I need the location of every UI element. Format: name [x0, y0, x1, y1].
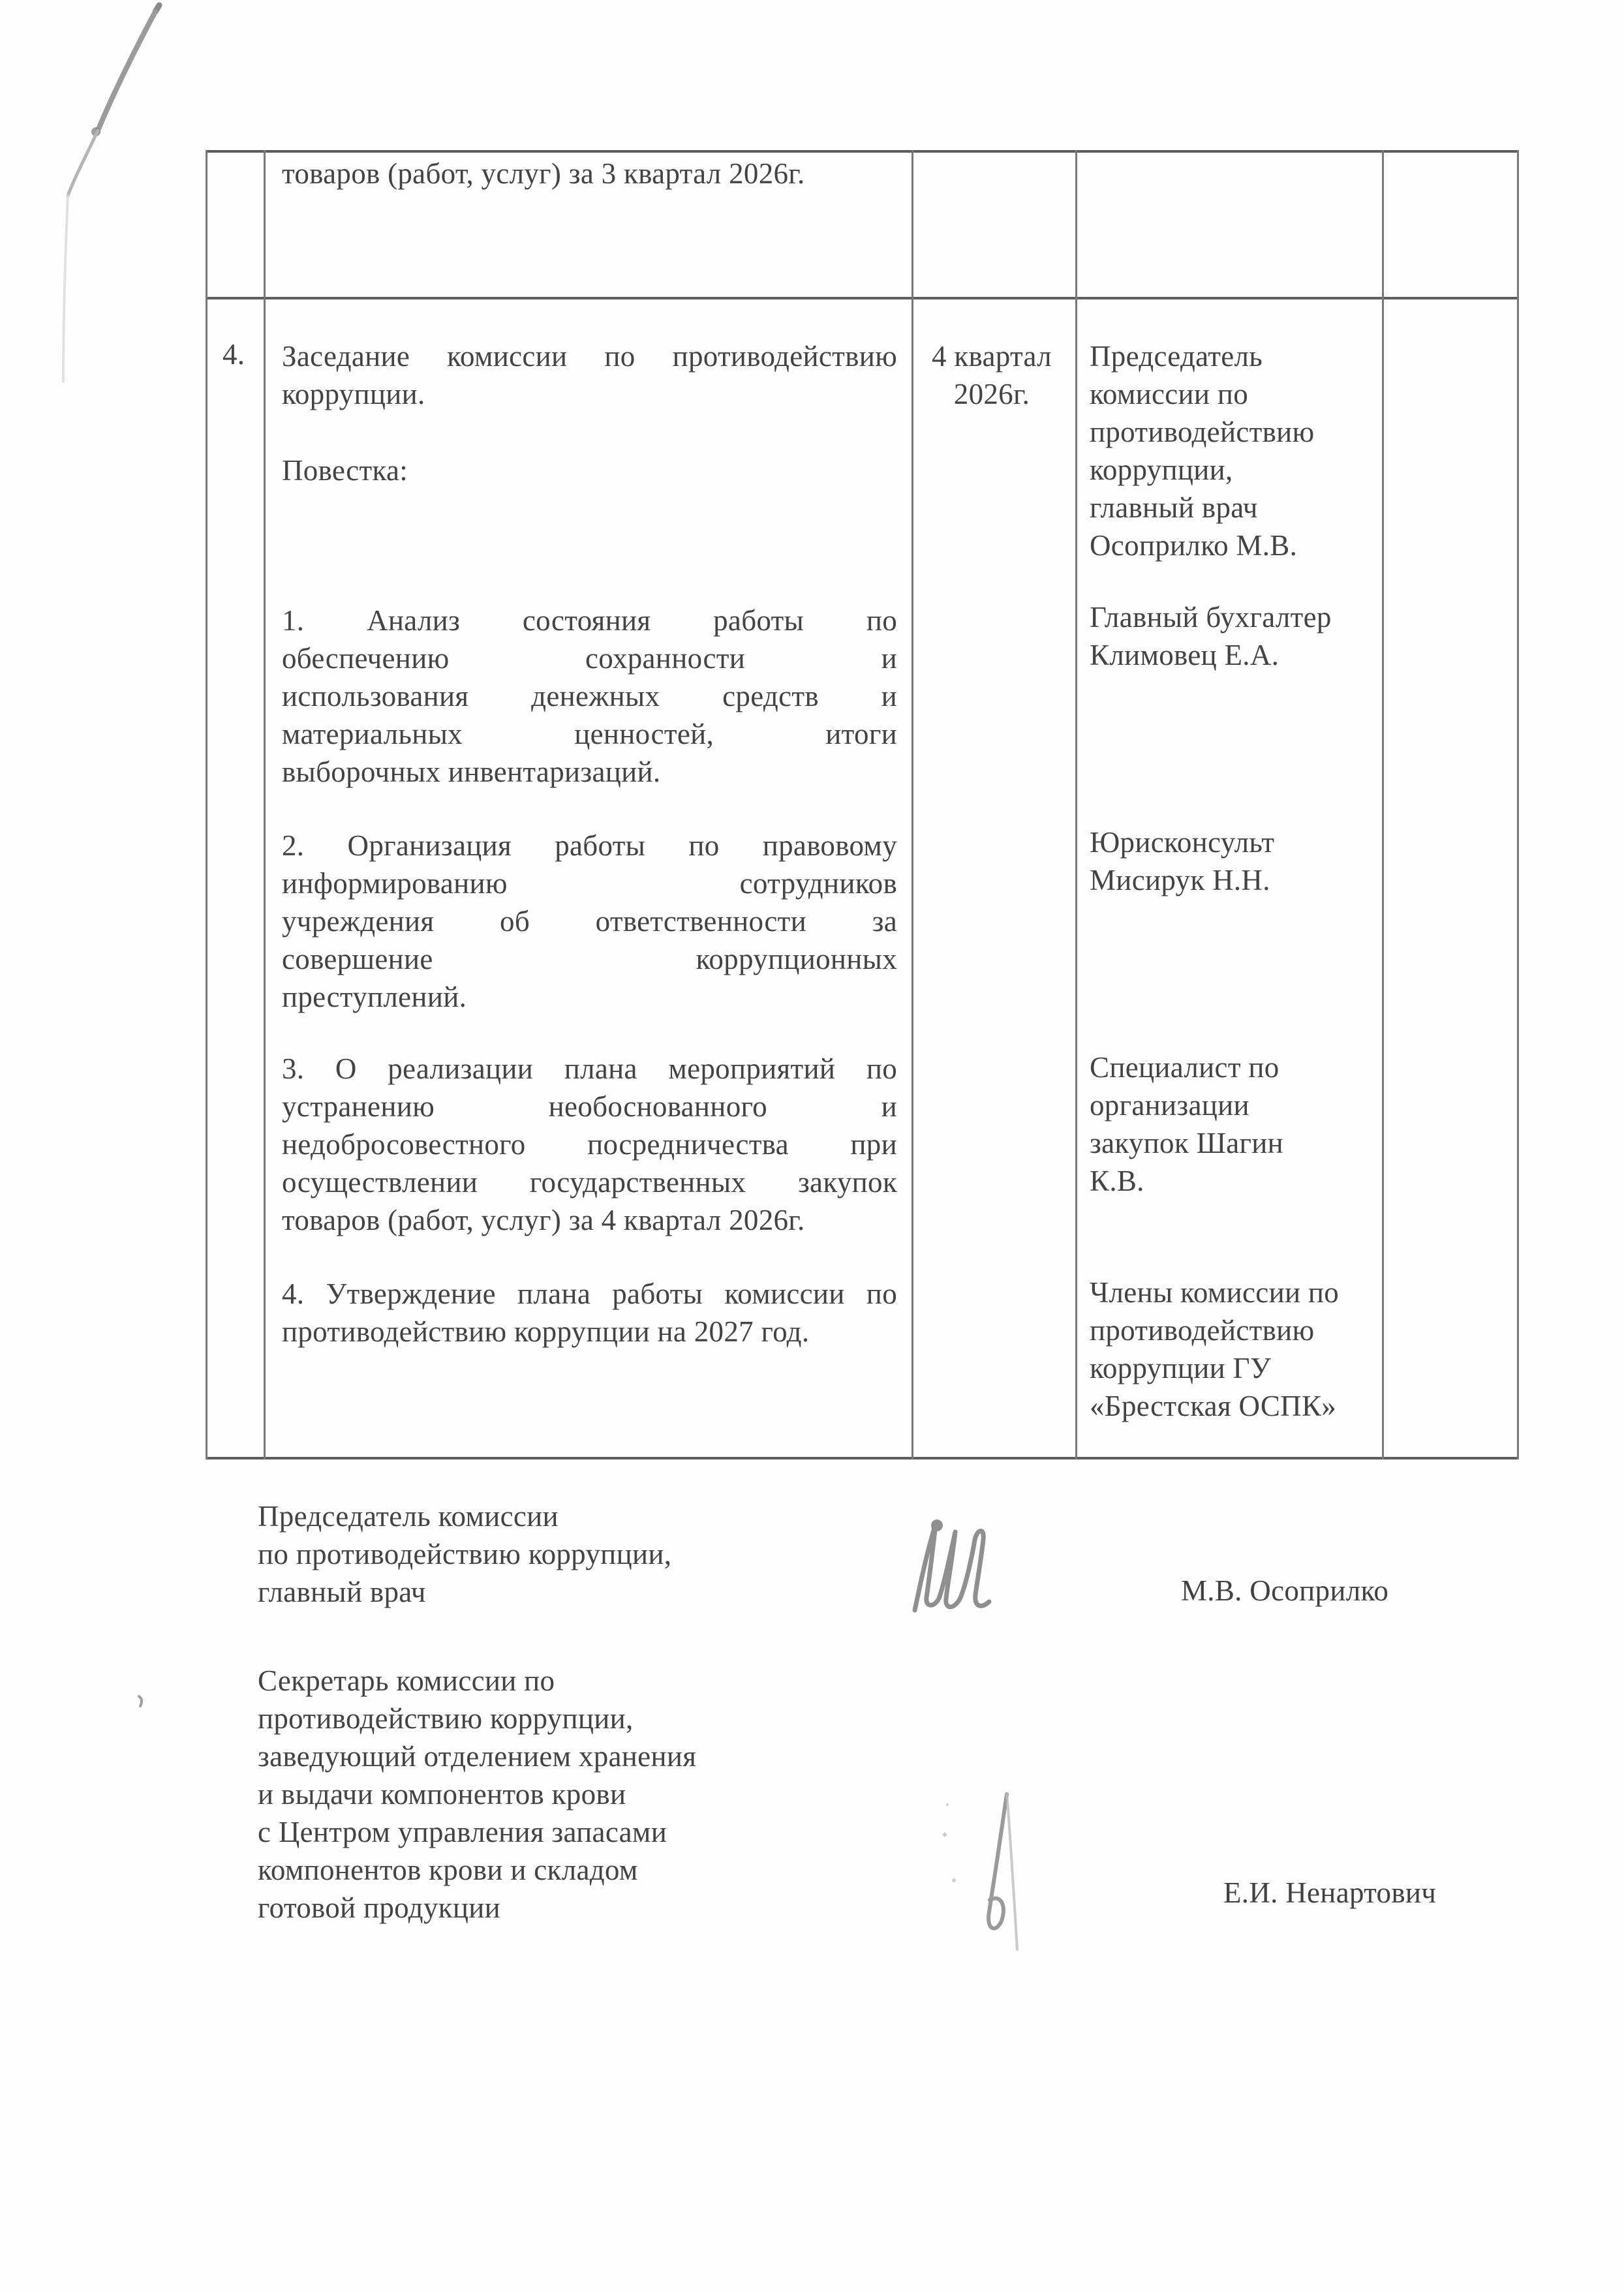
agenda-item-2 [282, 827, 897, 1016]
signature-role-chairman [258, 1497, 910, 1611]
text-line: товаров (работ, услуг) за 3 квартал 2026г. [282, 157, 805, 190]
text-line: Члены комиссии по [1090, 1276, 1340, 1309]
left-margin-speck [139, 1696, 142, 1706]
text-line: заведующий отделением хранения [258, 1740, 697, 1773]
text-line: коррупции ГУ [1090, 1352, 1272, 1384]
text-line: Климовец Е.А. [1090, 639, 1279, 671]
text-line: учреждения об ответственности за [282, 905, 897, 938]
table-border-right [1517, 150, 1519, 1459]
date-cell [913, 337, 1070, 413]
text-line: Председатель комиссии [258, 1500, 559, 1533]
text-line: Осоприлко М.В. [1090, 529, 1298, 562]
text-line: главный врач [1090, 491, 1258, 524]
text-line: противодействию коррупции на 2027 год. [282, 1315, 810, 1348]
text-line: по противодействию коррупции, [258, 1538, 672, 1570]
text-line: главный врач [258, 1576, 426, 1608]
text-line: противодействию [1090, 416, 1315, 448]
text-line: осуществлении государственных закупок [282, 1166, 897, 1199]
signature-scribble-2 [943, 1794, 1017, 1949]
text-line: выборочных инвентаризаций. [282, 756, 661, 788]
text-line: 3. О реализации плана мероприятий по [282, 1052, 897, 1085]
row-number: 4. [222, 338, 245, 371]
table-row-divider [206, 297, 1519, 299]
text-line: комиссии по [1090, 378, 1249, 410]
responsible-legal-adviser [1090, 823, 1377, 899]
text-line: Секретарь комиссии по [258, 1664, 555, 1697]
meeting-title [282, 337, 897, 413]
text-line: организации [1090, 1089, 1249, 1122]
text-line: использования денежных средств и [282, 680, 897, 712]
text-line: «Брестская ОСПК» [1090, 1390, 1337, 1422]
agenda-item-4 [282, 1275, 897, 1351]
text-line: коррупции. [282, 378, 425, 410]
agenda-item-3 [282, 1050, 897, 1239]
responsible-commission-members [1090, 1274, 1377, 1425]
signature-role-secretary [258, 1662, 910, 1927]
text-line: Главный бухгалтер [1090, 601, 1332, 634]
text-line: материальных ценностей, итоги [282, 718, 897, 750]
text-line: коррупции, [1090, 453, 1233, 486]
responsible-chairman [1090, 337, 1377, 564]
text-line: К.В. [1090, 1165, 1144, 1197]
text-line: преступлений. [282, 981, 467, 1013]
table-border-bottom [206, 1457, 1519, 1459]
text-line: закупок Шагин [1090, 1127, 1284, 1159]
text-line: 1. Анализ состояния работы по [282, 604, 897, 637]
text-line: противодействию коррупции, [258, 1702, 634, 1735]
text-line: противодействию [1090, 1314, 1315, 1347]
text-line: 2026г. [953, 378, 1030, 410]
text-line: Мисирук Н.Н. [1090, 864, 1270, 896]
table-col-divider-number [264, 150, 266, 1459]
text-line: 4. Утверждение плана работы комиссии по [282, 1277, 897, 1310]
text-line: 4 квартал [932, 340, 1052, 373]
table-border-left [206, 150, 207, 1459]
text-line: компонентов крови и складом [258, 1854, 638, 1886]
top-left-pen-mark [63, 5, 159, 382]
agenda-label [282, 451, 897, 489]
text-line: готовой продукции [258, 1891, 500, 1924]
text-line: Заседание комиссии по противодействию [282, 340, 897, 373]
text-line: 2. Организация работы по правовому [282, 829, 897, 862]
text-line: с Центром управления запасами [258, 1816, 667, 1848]
text-line: и выдачи компонентов крови [258, 1778, 626, 1811]
text-line: устранению необоснованного и [282, 1090, 897, 1123]
text-line: обеспечению сохранности и [282, 642, 897, 675]
text-line: Повестка: [282, 454, 408, 487]
row-number-cell [222, 337, 245, 371]
text-line: информированию сотрудников [282, 867, 897, 900]
table-col-divider-responsible [1382, 150, 1384, 1459]
responsible-procurement-specialist [1090, 1048, 1377, 1200]
text-line: товаров (работ, услуг) за 4 квартал 2026г. [282, 1204, 805, 1236]
text-line: Специалист по [1090, 1051, 1279, 1084]
text-line: Юрисконсульт [1090, 826, 1275, 859]
cell-prev-row-content [282, 155, 897, 192]
text-line: совершение коррупционных [282, 943, 897, 975]
table-border-top [206, 150, 1519, 153]
responsible-accountant [1090, 598, 1377, 674]
agenda-item-1 [282, 602, 897, 791]
text-line: недобросовестного посредничества при [282, 1128, 897, 1161]
signature-name-osoprilko: М.В. Осоприлко [1181, 1574, 1389, 1607]
signature-name-nenartovich: Е.И. Ненартович [1223, 1876, 1437, 1909]
table-col-divider-date [1075, 150, 1077, 1459]
text-line: Председатель [1090, 340, 1263, 373]
signature-scribble-1 [915, 1520, 989, 1610]
